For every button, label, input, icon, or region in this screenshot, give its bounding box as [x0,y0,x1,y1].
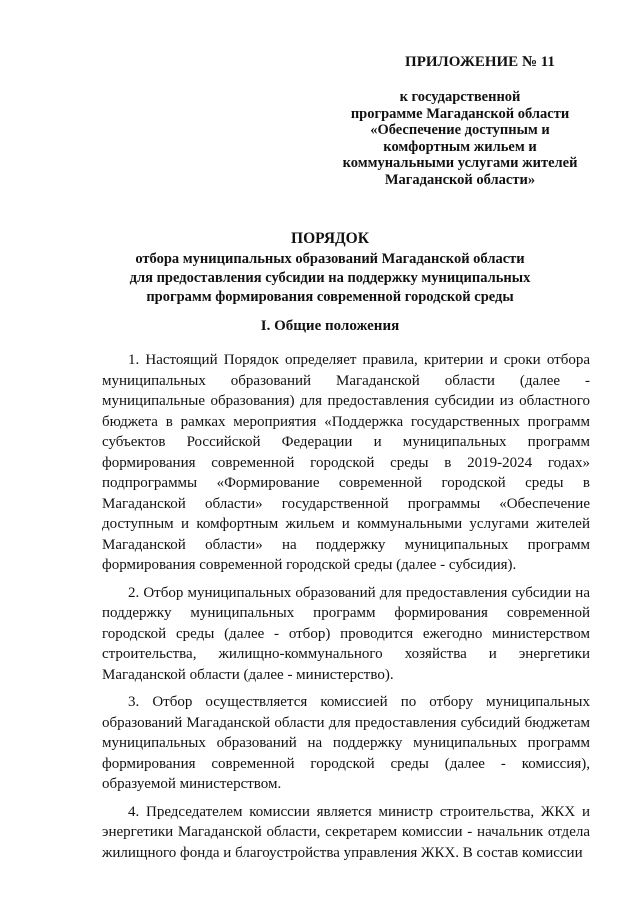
paragraph: 1. Настоящий Порядок определяет правила, критерии и сроки отбора муниципальных образований Магаданской области (далее - муниципальные образования) для предоставления субсидии из областного бюджета в рамках мероприятия «Поддержка государственных программ субъектов Российской Федерации и муниципальных программ формирования современной городской среды в 2019-2024 годах» подпрограммы «Формирование современной городской среды в Магаданской области» государственной программы «Обеспечение доступным и комфортным жильем и коммунальными услугами жителей Магаданской области» на поддержку муниципальных программ формирования современной городской среды (далее - субсидия). [102,352,590,573]
appendix-line: коммунальными услугами жителей [342,155,578,171]
appendix-heading: ПРИЛОЖЕНИЕ № 11 [405,54,555,70]
document-title [60,230,600,307]
paragraph: 4. Председателем комиссии является министр строительства, ЖКХ и энергетики Магаданской области, секретарем комиссии - начальник отдела жилищного фонда и благоустройства управления ЖКХ. В состав комиссии [102,803,590,861]
section-heading: I. Общие положения [260,318,400,334]
appendix-line: к государственной [399,89,521,105]
document-body [102,350,590,870]
title-main: ПОРЯДОК [291,230,369,247]
appendix-line: «Обеспечение доступным и [370,122,550,138]
appendix-line: программе Магаданской области [350,105,570,122]
appendix-line: Магаданской области» [384,171,536,188]
title-line: для предоставления субсидии на поддержку муниципальных [129,270,531,286]
title-line: программ формирования современной городской среды [146,289,514,305]
paragraph: 2. Отбор муниципальных образований для предоставления субсидии на поддержку муниципальных программ формирования современной городской среды (далее - отбор) проводится ежегодно министерством строительства, жилищно-коммунального хозяйства и энергетики Магаданской области (далее - министерство). [102,584,590,683]
title-line: отбора муниципальных образований Магаданской области [135,251,525,267]
appendix-line: комфортным жильем и [383,138,537,155]
paragraph: 3. Отбор осуществляется комиссией по отбору муниципальных образований Магаданской области для предоставления субсидий бюджетам муниципальных образований на поддержку муниципальных программ формирования современной городской среды (далее - комиссия), образуемой министерством. [102,694,590,792]
appendix-block [320,54,600,188]
